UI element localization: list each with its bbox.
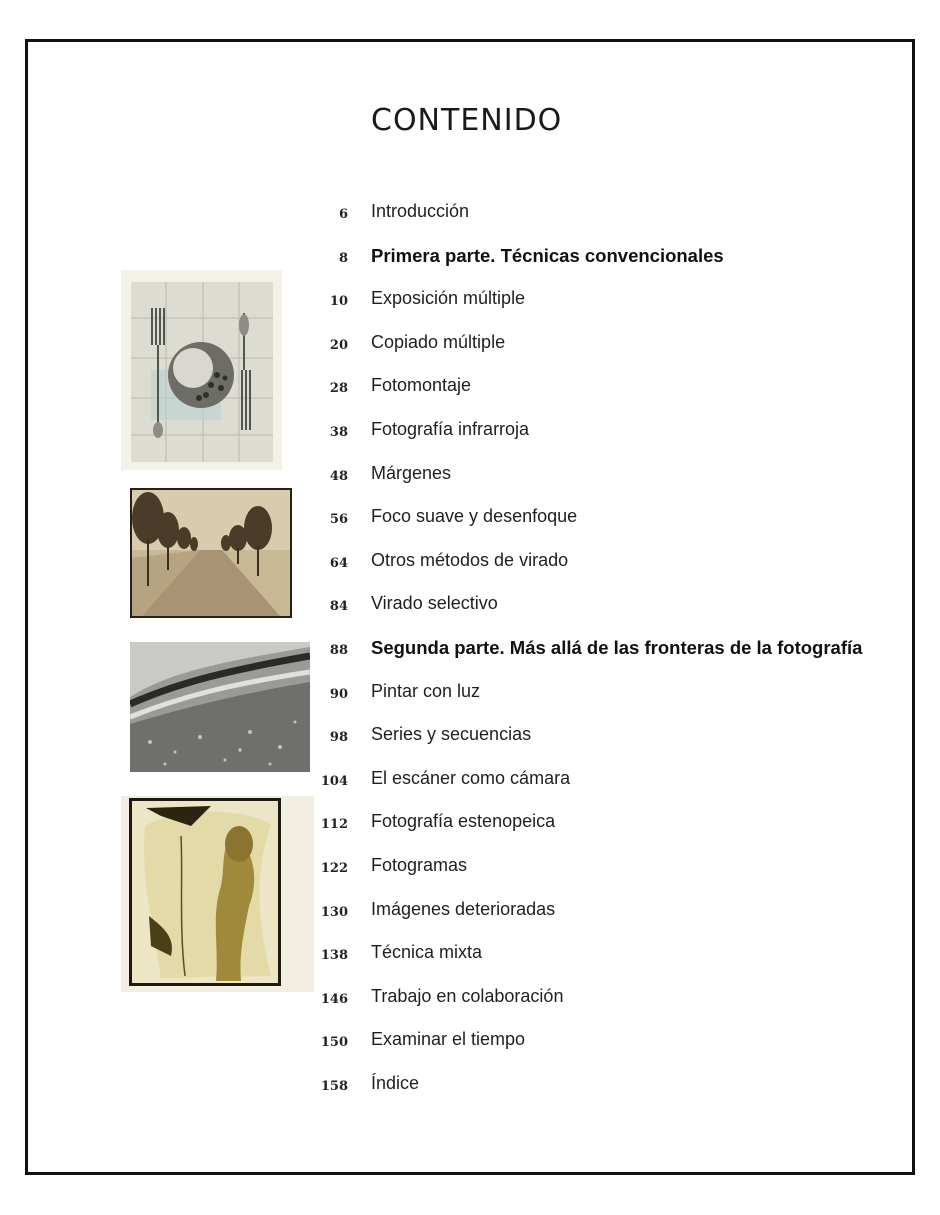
toc-page-number: 90: [329, 686, 348, 702]
toc-entry: [300, 505, 910, 533]
toc-entry-label: Examinar el tiempo: [371, 1029, 526, 1050]
toc-entry: [300, 200, 910, 228]
frosted-texture-photo-icon: [130, 642, 310, 772]
toc-entry-label: Márgenes: [371, 462, 452, 483]
toc-page-number: 112: [320, 817, 348, 833]
page-title: CONTENIDO: [371, 103, 563, 138]
toc-page-number: 56: [329, 512, 348, 528]
toc-page-number: 158: [320, 1079, 348, 1094]
toc-page-number: 146: [320, 991, 348, 1007]
toc-entry: [300, 767, 910, 795]
toc-entry: [300, 331, 910, 359]
toc-page-number: 38: [329, 425, 348, 440]
toc-entry-label: Otros métodos de virado: [371, 549, 569, 570]
toc-entry: [300, 592, 910, 620]
toc-part-heading: [300, 244, 910, 272]
toc-part-heading: [300, 636, 910, 664]
toc-entry: [300, 1028, 910, 1056]
toc-page-number: 138: [320, 948, 348, 964]
toc-entry-label: Segunda parte. Más allá de las fronteras de la fotografía: [371, 637, 863, 658]
toc-entry: [300, 680, 910, 708]
toc-entry: [300, 374, 910, 402]
toc-entry-label: Foco suave y desenfoque: [371, 506, 578, 527]
toc-entry: [300, 810, 910, 838]
toc-entry: [300, 985, 910, 1013]
toc-entry: [300, 549, 910, 577]
toc-page-number: 28: [329, 381, 348, 397]
toc-entry-label: Copiado múltiple: [371, 331, 506, 352]
table-setting-photo-icon: [121, 270, 282, 470]
toc-entry-label: Índice: [371, 1073, 420, 1093]
toc-entry: [300, 898, 910, 926]
toc-entry-label: Fotografía infrarroja: [371, 419, 530, 439]
toc-page-number: 98: [329, 730, 348, 746]
toc-entry-label: Exposición múltiple: [371, 288, 526, 309]
toc-page-number: 6: [338, 207, 348, 222]
toc-entry-label: Imágenes deterioradas: [371, 898, 556, 919]
toc-page-number: 150: [320, 1035, 348, 1051]
toc-entry: [300, 287, 910, 315]
toc-entry-label: Pintar con luz: [371, 680, 481, 701]
toc-page-number: 20: [329, 337, 348, 353]
toc-page-number: 84: [329, 599, 348, 615]
toc-entry: [300, 1072, 910, 1100]
toc-page-number: 130: [320, 904, 348, 920]
toc-page-number: 64: [329, 555, 348, 571]
toned-figure-photo-icon: [121, 796, 314, 992]
toc-entry-label: Series y secuencias: [371, 724, 532, 745]
tree-lined-road-photo-icon: [130, 488, 292, 618]
toc-entry: [300, 723, 910, 751]
toc-entry-label: Fotomontaje: [371, 375, 472, 396]
toc-entry-label: Introducción: [371, 201, 470, 221]
toc-entry: [300, 854, 910, 882]
toc-entry-label: Fotografía estenopeica: [371, 811, 556, 832]
toc-page-number: 48: [329, 468, 348, 484]
toc-entry-label: El escáner como cámara: [371, 767, 571, 788]
toc-page-number: 104: [320, 773, 348, 789]
toc-entry-label: Primera parte. Técnicas convencionales: [371, 244, 724, 266]
toc-page-number: 8: [338, 250, 348, 266]
toc-page-number: 10: [329, 294, 348, 310]
toc-entry: [300, 462, 910, 490]
toc-page-number: 122: [320, 861, 348, 876]
toc-entry: [300, 941, 910, 969]
toc-entry-label: Trabajo en colaboración: [371, 985, 564, 1006]
toc-entry-label: Fotogramas: [371, 855, 468, 875]
toc-page-number: 88: [329, 643, 348, 658]
toc-entry-label: Técnica mixta: [371, 942, 483, 963]
toc-entry: [300, 418, 910, 446]
toc-entry-label: Virado selectivo: [371, 593, 498, 614]
